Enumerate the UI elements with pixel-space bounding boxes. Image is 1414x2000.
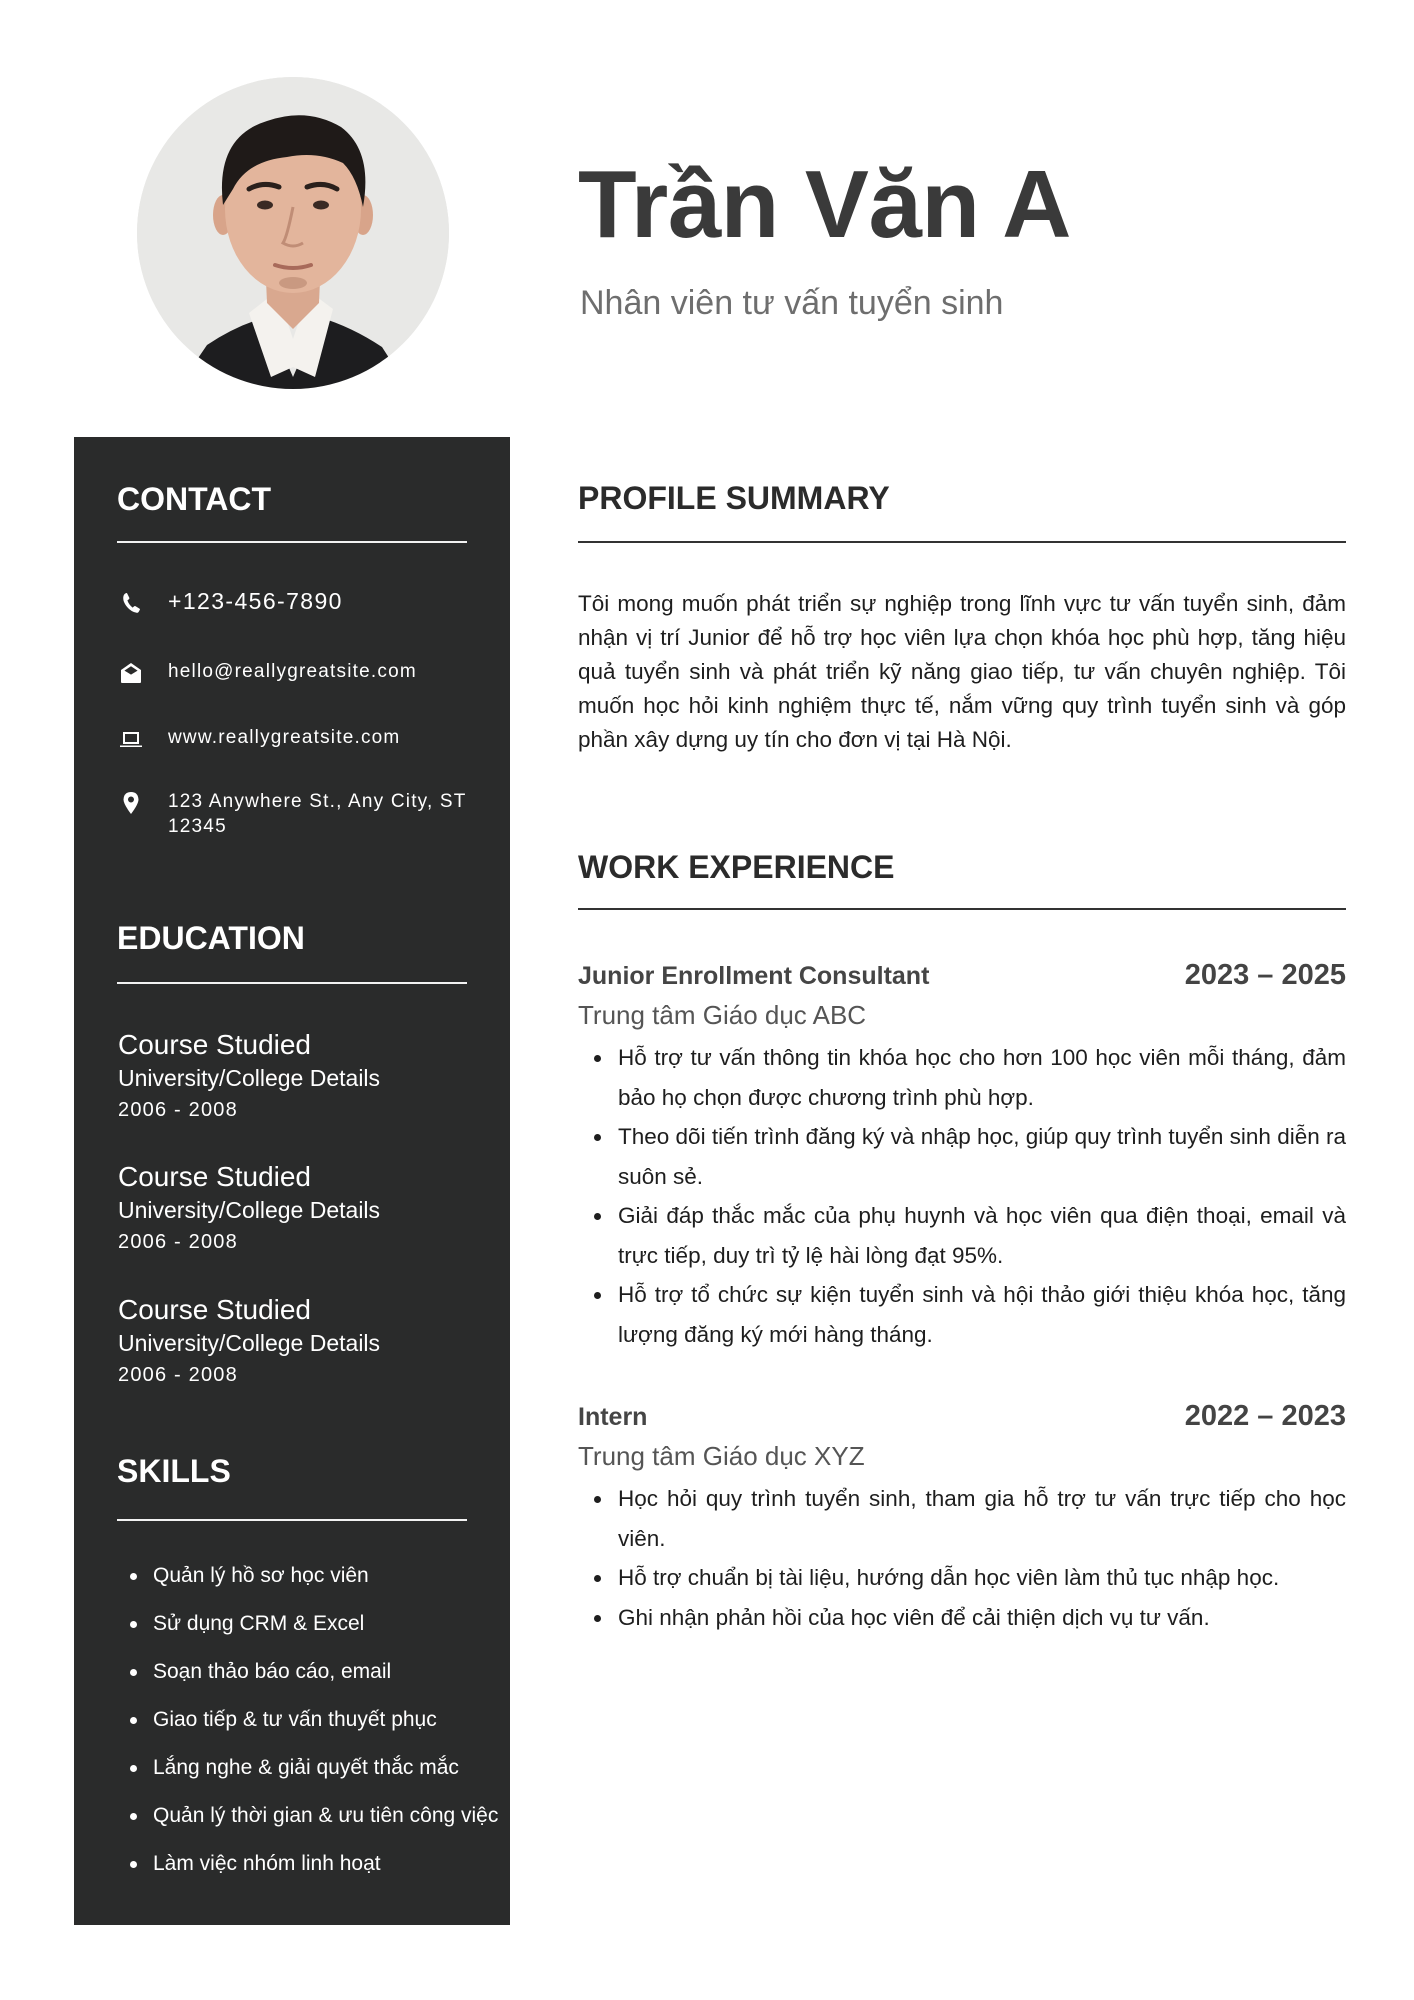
education-school: University/College Details <box>118 1330 381 1356</box>
education-item <box>118 1028 478 1127</box>
work-experience-divider <box>578 908 1346 910</box>
skill-item: Quản lý thời gian & ưu tiên công việc <box>130 1792 498 1840</box>
job-bullet: Học hỏi quy trình tuyển sinh, tham gia hỗ trợ tư vấn trực tiếp cho học viên. <box>578 1479 1346 1558</box>
skill-item: Giao tiếp & tư vấn thuyết phục <box>130 1696 498 1744</box>
skill-item: Làm việc nhóm linh hoạt <box>130 1840 498 1888</box>
skills-heading: SKILLS <box>117 1453 231 1489</box>
job-bullet: Giải đáp thắc mắc của phụ huynh và học viên qua điện thoại, email và trực tiếp, duy trì tỷ lệ hài lòng đạt 95%. <box>578 1196 1346 1275</box>
job-responsibilities <box>578 1038 1346 1354</box>
contact-heading: CONTACT <box>117 481 272 517</box>
profile-summary-heading: PROFILE SUMMARY <box>578 480 890 516</box>
education-years: 2006 - 2008 <box>118 1099 238 1121</box>
job-bullet: Theo dõi tiến trình đăng ký và nhập học, giúp quy trình tuyển sinh diễn ra suôn sẻ. <box>578 1117 1346 1196</box>
sidebar <box>74 437 510 1925</box>
avatar-illustration <box>137 77 449 389</box>
phone-icon <box>117 589 145 617</box>
laptop-icon <box>117 725 145 753</box>
email-icon <box>117 659 145 687</box>
job-entry <box>578 1399 1346 1637</box>
job-role: Junior Enrollment Consultant <box>578 962 930 990</box>
contact-email[interactable] <box>117 659 477 687</box>
education-course: Course Studied <box>118 1294 312 1325</box>
profile-summary-divider <box>578 541 1346 543</box>
job-bullet: Hỗ trợ chuẩn bị tài liệu, hướng dẫn học viên làm thủ tục nhập học. <box>578 1558 1346 1598</box>
profile-summary-text: Tôi mong muốn phát triển sự nghiệp trong lĩnh vực tư vấn tuyển sinh, đảm nhận vị trí Junior để hỗ trợ học viên lựa chọn khóa học phù hợp, tăng hiệu quả tuyển sinh và phát triển kỹ năng giao tiếp, tư vấn chuyên nghiệp. Tôi muốn học hỏi kinh nghiệm thực tế, nắm vững quy trình tuyển sinh và góp phần xây dựng uy tín cho đơn vị tại Hà Nội. <box>578 591 1346 752</box>
education-divider <box>117 982 467 984</box>
education-item <box>118 1293 478 1392</box>
education-years: 2006 - 2008 <box>118 1231 238 1253</box>
contact-phone[interactable] <box>117 587 477 617</box>
education-item <box>118 1160 478 1259</box>
education-course: Course Studied <box>118 1161 312 1192</box>
profile-photo <box>137 77 449 389</box>
work-experience-heading: WORK EXPERIENCE <box>578 849 895 885</box>
job-responsibilities <box>578 1479 1346 1637</box>
skill-item: Quản lý hồ sơ học viên <box>130 1552 498 1600</box>
skill-item: Soạn thảo báo cáo, email <box>130 1648 498 1696</box>
website-url: www.reallygreatsite.com <box>168 727 401 748</box>
street-address: 123 Anywhere St., Any City, ST 12345 <box>168 791 467 837</box>
job-bullet: Ghi nhận phản hồi của học viên để cải thiện dịch vụ tư vấn. <box>578 1598 1346 1638</box>
education-course: Course Studied <box>118 1029 312 1060</box>
job-bullet: Hỗ trợ tổ chức sự kiện tuyển sinh và hội thảo giới thiệu khóa học, tăng lượng đăng ký mới hàng tháng. <box>578 1275 1346 1354</box>
job-entry <box>578 958 1346 1354</box>
job-header <box>578 958 1346 993</box>
email-address: hello@reallygreatsite.com <box>168 661 417 682</box>
job-company: Trung tâm Giáo dục XYZ <box>578 1441 865 1471</box>
contact-address <box>117 789 477 839</box>
job-header <box>578 1399 1346 1434</box>
job-company: Trung tâm Giáo dục ABC <box>578 1000 867 1030</box>
contact-website[interactable] <box>117 725 477 753</box>
education-heading: EDUCATION <box>117 920 305 956</box>
job-bullet: Hỗ trợ tư vấn thông tin khóa học cho hơn 100 học viên mỗi tháng, đảm bảo họ chọn được chương trình phù hợp. <box>578 1038 1346 1117</box>
education-school: University/College Details <box>118 1197 381 1223</box>
skill-item: Lắng nghe & giải quyết thắc mắc <box>130 1744 498 1792</box>
education-school: University/College Details <box>118 1065 381 1091</box>
candidate-name: Trần Văn A <box>578 151 1071 258</box>
skills-list <box>130 1552 498 1888</box>
contact-divider <box>117 541 467 543</box>
skill-item: Sử dụng CRM & Excel <box>130 1600 498 1648</box>
job-dates: 2022 – 2023 <box>1184 1400 1346 1432</box>
skills-divider <box>117 1519 467 1521</box>
location-pin-icon <box>117 789 145 817</box>
candidate-job-title: Nhân viên tư vấn tuyển sinh <box>580 284 1004 322</box>
phone-number: +123-456-7890 <box>168 588 343 614</box>
job-dates: 2023 – 2025 <box>1184 959 1346 991</box>
education-years: 2006 - 2008 <box>118 1364 238 1386</box>
job-role: Intern <box>578 1403 648 1431</box>
